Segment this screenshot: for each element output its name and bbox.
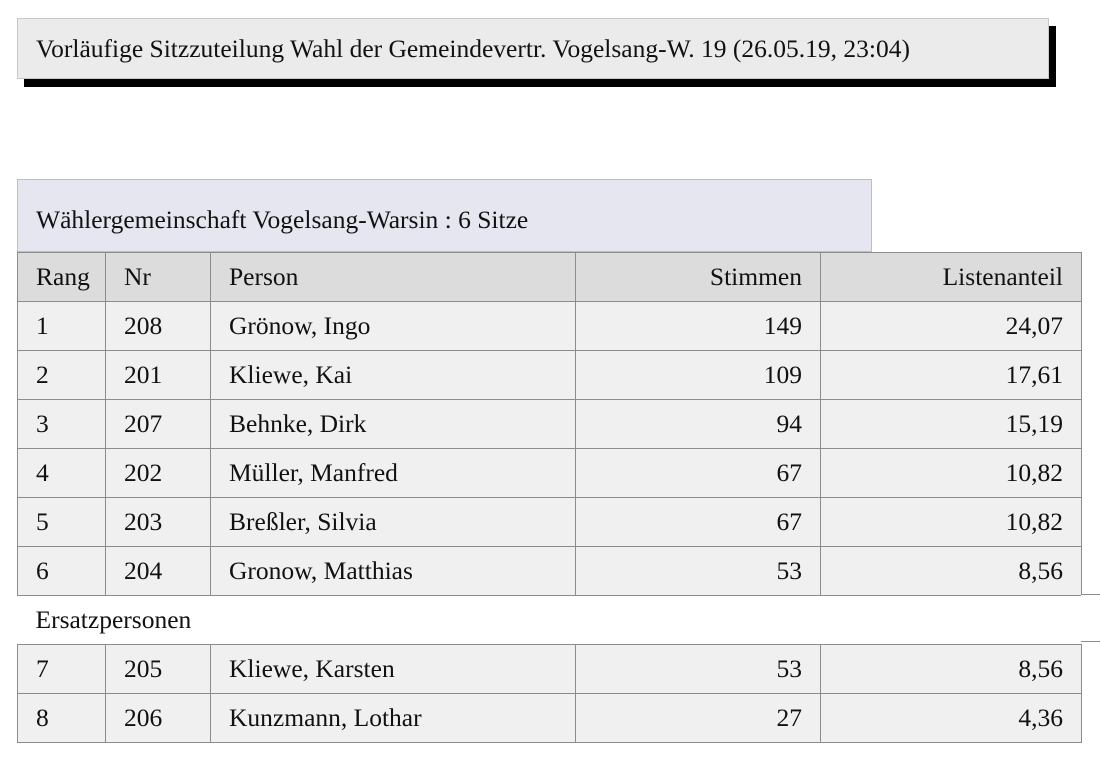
cell-listenanteil: 8,56 (821, 547, 1082, 596)
table-row (18, 400, 1082, 449)
cell-rang: 1 (18, 302, 106, 351)
cell-stimmen: 109 (576, 351, 821, 400)
cell-stimmen: 67 (576, 498, 821, 547)
cell-rang: 3 (18, 400, 106, 449)
table-row (18, 694, 1082, 743)
column-header-stimmen: Stimmen (576, 253, 821, 302)
cell-stimmen: 149 (576, 302, 821, 351)
cell-listenanteil: 15,19 (821, 400, 1082, 449)
cell-nr: 202 (106, 449, 211, 498)
cell-rang: 4 (18, 449, 106, 498)
cell-listenanteil: 4,36 (821, 694, 1082, 743)
column-header-listenanteil: Listenanteil (821, 253, 1082, 302)
cell-stimmen: 27 (576, 694, 821, 743)
table-row (18, 302, 1082, 351)
cell-rang: 8 (18, 694, 106, 743)
cell-rang: 2 (18, 351, 106, 400)
cell-nr: 201 (106, 351, 211, 400)
cell-rang: 5 (18, 498, 106, 547)
table-row (18, 547, 1082, 596)
cell-nr: 203 (106, 498, 211, 547)
column-header-rang: Rang (18, 253, 106, 302)
table-row (18, 351, 1082, 400)
table-row (18, 498, 1082, 547)
table-header-row (18, 253, 1082, 302)
cell-person: Behnke, Dirk (211, 400, 576, 449)
cell-listenanteil: 10,82 (821, 498, 1082, 547)
cell-nr: 206 (106, 694, 211, 743)
cell-rang: 7 (18, 645, 106, 694)
substitutes-heading-row (18, 596, 1082, 645)
cell-nr: 207 (106, 400, 211, 449)
table-row (18, 449, 1082, 498)
cell-nr: 205 (106, 645, 211, 694)
cell-listenanteil: 10,82 (821, 449, 1082, 498)
substitutes-row-extension (1081, 594, 1100, 642)
cell-person: Kliewe, Kai (211, 351, 576, 400)
cell-stimmen: 53 (576, 547, 821, 596)
cell-person: Breßler, Silvia (211, 498, 576, 547)
cell-person: Grönow, Ingo (211, 302, 576, 351)
cell-nr: 208 (106, 302, 211, 351)
cell-person: Gronow, Matthias (211, 547, 576, 596)
cell-listenanteil: 17,61 (821, 351, 1082, 400)
substitutes-heading: Ersatzpersonen (18, 596, 1082, 645)
cell-listenanteil: 24,07 (821, 302, 1082, 351)
cell-listenanteil: 8,56 (821, 645, 1082, 694)
cell-rang: 6 (18, 547, 106, 596)
cell-stimmen: 94 (576, 400, 821, 449)
cell-nr: 204 (106, 547, 211, 596)
page-title: Vorläufige Sitzzuteilung Wahl der Gemeindevertr. Vogelsang-W. 19 (26.05.19, 23:04) (17, 18, 1049, 79)
cell-person: Kliewe, Karsten (211, 645, 576, 694)
table-row (18, 645, 1082, 694)
cell-stimmen: 53 (576, 645, 821, 694)
seat-allocation-table (17, 252, 1082, 743)
cell-person: Müller, Manfred (211, 449, 576, 498)
column-header-person: Person (211, 253, 576, 302)
party-heading: Wählergemeinschaft Vogelsang-Warsin : 6 Sitze (17, 179, 872, 252)
column-header-nr: Nr (106, 253, 211, 302)
cell-stimmen: 67 (576, 449, 821, 498)
cell-person: Kunzmann, Lothar (211, 694, 576, 743)
